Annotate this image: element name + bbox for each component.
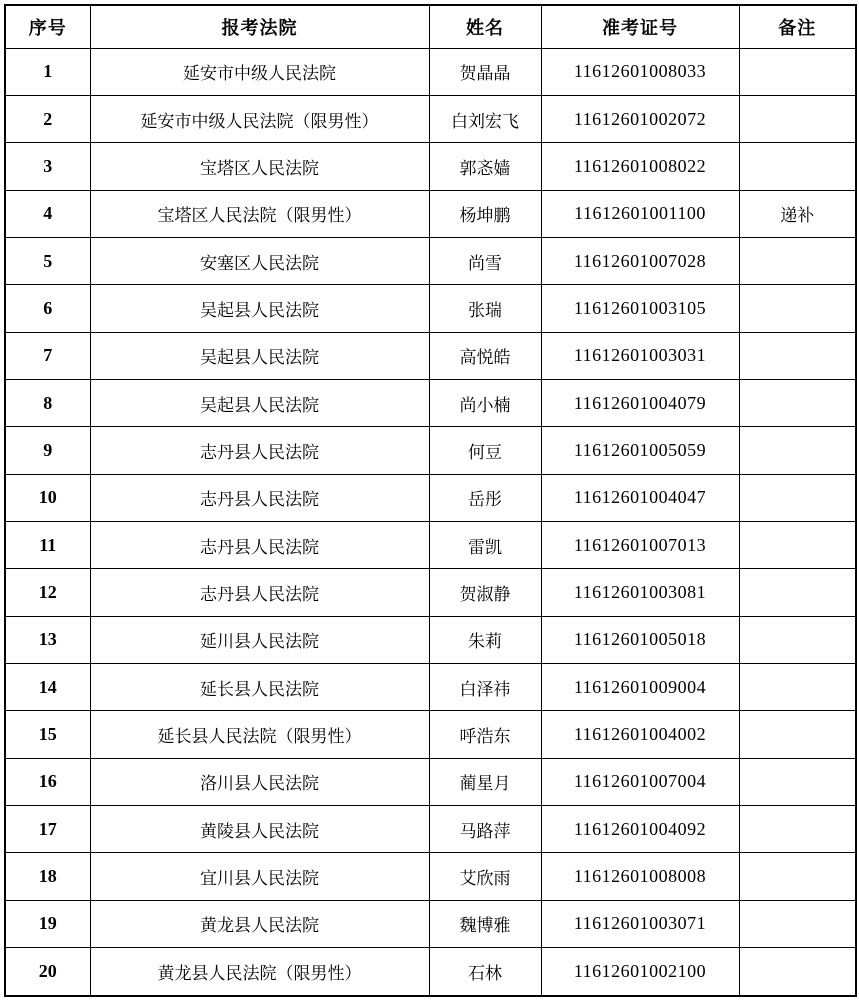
cell-court: 吴起县人民法院 xyxy=(90,332,429,379)
cell-remark xyxy=(739,948,856,996)
cell-index: 7 xyxy=(5,332,90,379)
table-row xyxy=(5,853,856,900)
cell-court: 宝塔区人民法院 xyxy=(90,143,429,190)
cell-name: 尚雪 xyxy=(429,237,541,284)
table-row xyxy=(5,711,856,758)
column-header-court: 报考法院 xyxy=(90,5,429,48)
column-header-name: 姓名 xyxy=(429,5,541,48)
table-row xyxy=(5,48,856,95)
cell-ticket: 11612601007013 xyxy=(541,521,739,568)
cell-ticket: 11612601003031 xyxy=(541,332,739,379)
cell-name: 艾欣雨 xyxy=(429,853,541,900)
cell-court: 安塞区人民法院 xyxy=(90,237,429,284)
cell-ticket: 11612601005018 xyxy=(541,616,739,663)
cell-court: 延长县人民法院 xyxy=(90,663,429,710)
cell-name: 何豆 xyxy=(429,427,541,474)
cell-court: 志丹县人民法院 xyxy=(90,474,429,521)
cell-remark xyxy=(739,143,856,190)
cell-ticket: 11612601007028 xyxy=(541,237,739,284)
cell-name: 郭忞嫱 xyxy=(429,143,541,190)
cell-remark xyxy=(739,569,856,616)
cell-ticket: 11612601005059 xyxy=(541,427,739,474)
cell-name: 呼浩东 xyxy=(429,711,541,758)
table-row xyxy=(5,900,856,947)
cell-name: 石林 xyxy=(429,948,541,996)
column-header-ticket: 准考证号 xyxy=(541,5,739,48)
table-row xyxy=(5,948,856,996)
cell-name: 蔺星月 xyxy=(429,758,541,805)
cell-index: 16 xyxy=(5,758,90,805)
cell-name: 张瑞 xyxy=(429,285,541,332)
candidates-table xyxy=(4,4,857,997)
table-row xyxy=(5,806,856,853)
table-row xyxy=(5,427,856,474)
cell-ticket: 11612601004047 xyxy=(541,474,739,521)
cell-index: 17 xyxy=(5,806,90,853)
cell-name: 高悦皓 xyxy=(429,332,541,379)
table-row xyxy=(5,332,856,379)
cell-name: 白刘宏飞 xyxy=(429,95,541,142)
cell-name: 马路萍 xyxy=(429,806,541,853)
cell-remark xyxy=(739,616,856,663)
column-header-remark: 备注 xyxy=(739,5,856,48)
table-row xyxy=(5,569,856,616)
cell-court: 吴起县人民法院 xyxy=(90,379,429,426)
cell-ticket: 11612601002072 xyxy=(541,95,739,142)
cell-remark xyxy=(739,853,856,900)
cell-name: 贺晶晶 xyxy=(429,48,541,95)
cell-court: 志丹县人民法院 xyxy=(90,427,429,474)
cell-ticket: 11612601008033 xyxy=(541,48,739,95)
table-row xyxy=(5,663,856,710)
cell-index: 1 xyxy=(5,48,90,95)
table-row xyxy=(5,474,856,521)
cell-ticket: 11612601003105 xyxy=(541,285,739,332)
cell-remark xyxy=(739,758,856,805)
cell-court: 洛川县人民法院 xyxy=(90,758,429,805)
cell-ticket: 11612601004079 xyxy=(541,379,739,426)
cell-ticket: 11612601003081 xyxy=(541,569,739,616)
cell-name: 雷凯 xyxy=(429,521,541,568)
cell-remark: 递补 xyxy=(739,190,856,237)
cell-name: 杨坤鹏 xyxy=(429,190,541,237)
cell-remark xyxy=(739,285,856,332)
cell-index: 6 xyxy=(5,285,90,332)
cell-remark xyxy=(739,806,856,853)
cell-court: 黄龙县人民法院 xyxy=(90,900,429,947)
table-row xyxy=(5,143,856,190)
cell-index: 19 xyxy=(5,900,90,947)
cell-ticket: 11612601007004 xyxy=(541,758,739,805)
cell-index: 3 xyxy=(5,143,90,190)
cell-court: 志丹县人民法院 xyxy=(90,521,429,568)
cell-remark xyxy=(739,332,856,379)
table-row xyxy=(5,521,856,568)
cell-index: 18 xyxy=(5,853,90,900)
cell-remark xyxy=(739,474,856,521)
cell-ticket: 11612601001100 xyxy=(541,190,739,237)
cell-court: 黄陵县人民法院 xyxy=(90,806,429,853)
cell-court: 延安市中级人民法院 xyxy=(90,48,429,95)
cell-remark xyxy=(739,711,856,758)
cell-remark xyxy=(739,48,856,95)
cell-ticket: 11612601008008 xyxy=(541,853,739,900)
cell-ticket: 11612601004092 xyxy=(541,806,739,853)
cell-index: 8 xyxy=(5,379,90,426)
cell-ticket: 11612601008022 xyxy=(541,143,739,190)
cell-name: 朱莉 xyxy=(429,616,541,663)
cell-index: 11 xyxy=(5,521,90,568)
table-row xyxy=(5,758,856,805)
cell-court: 志丹县人民法院 xyxy=(90,569,429,616)
cell-remark xyxy=(739,521,856,568)
cell-name: 魏博雅 xyxy=(429,900,541,947)
cell-ticket: 11612601002100 xyxy=(541,948,739,996)
cell-court: 吴起县人民法院 xyxy=(90,285,429,332)
cell-court: 宝塔区人民法院（限男性） xyxy=(90,190,429,237)
table-header-row xyxy=(5,5,856,48)
table-row xyxy=(5,190,856,237)
table-row xyxy=(5,379,856,426)
cell-index: 9 xyxy=(5,427,90,474)
cell-index: 15 xyxy=(5,711,90,758)
table-row xyxy=(5,95,856,142)
cell-index: 2 xyxy=(5,95,90,142)
cell-ticket: 11612601009004 xyxy=(541,663,739,710)
cell-remark xyxy=(739,379,856,426)
cell-court: 黄龙县人民法院（限男性） xyxy=(90,948,429,996)
table-row xyxy=(5,616,856,663)
cell-index: 12 xyxy=(5,569,90,616)
cell-remark xyxy=(739,237,856,284)
cell-ticket: 11612601003071 xyxy=(541,900,739,947)
cell-name: 岳彤 xyxy=(429,474,541,521)
cell-remark xyxy=(739,900,856,947)
cell-court: 延安市中级人民法院（限男性） xyxy=(90,95,429,142)
cell-index: 14 xyxy=(5,663,90,710)
cell-name: 尚小楠 xyxy=(429,379,541,426)
cell-court: 延川县人民法院 xyxy=(90,616,429,663)
cell-court: 宜川县人民法院 xyxy=(90,853,429,900)
cell-remark xyxy=(739,663,856,710)
cell-index: 20 xyxy=(5,948,90,996)
cell-index: 4 xyxy=(5,190,90,237)
cell-ticket: 11612601004002 xyxy=(541,711,739,758)
cell-index: 13 xyxy=(5,616,90,663)
cell-name: 白泽祎 xyxy=(429,663,541,710)
column-header-index: 序号 xyxy=(5,5,90,48)
cell-court: 延长县人民法院（限男性） xyxy=(90,711,429,758)
cell-index: 5 xyxy=(5,237,90,284)
cell-name: 贺淑静 xyxy=(429,569,541,616)
table-row xyxy=(5,285,856,332)
table-row xyxy=(5,237,856,284)
cell-index: 10 xyxy=(5,474,90,521)
cell-remark xyxy=(739,95,856,142)
cell-remark xyxy=(739,427,856,474)
